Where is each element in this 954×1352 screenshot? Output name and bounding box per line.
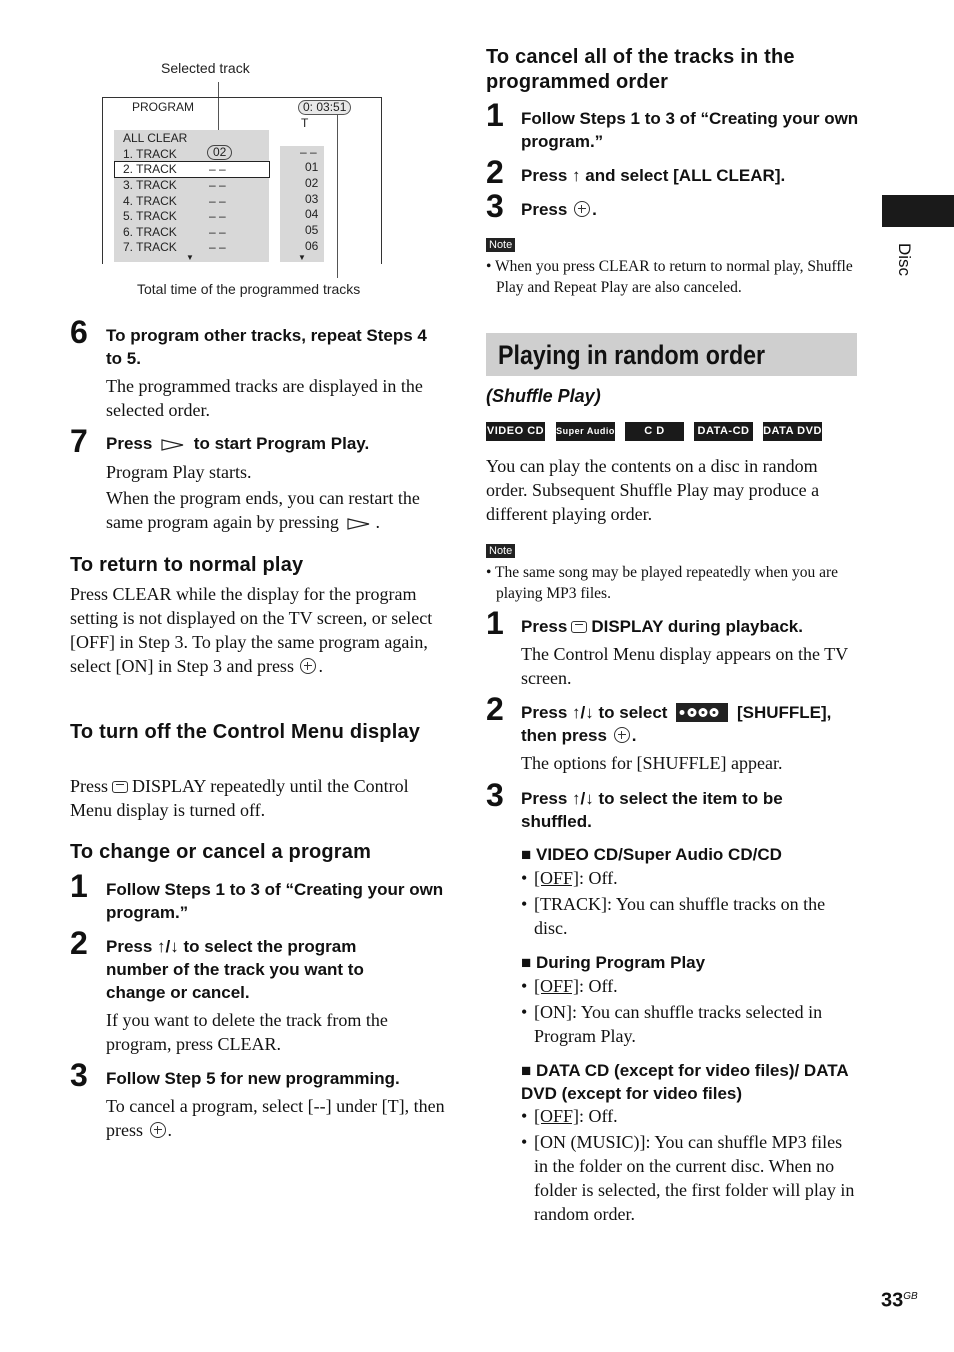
- scroll-down-arrow: ▼: [186, 253, 194, 262]
- option-item: [TRACK]: You can shuffle tracks on the disc.: [534, 894, 826, 938]
- step-body: The Control Menu display appears on the TV screen.: [521, 644, 848, 688]
- step-number: 7: [70, 423, 88, 459]
- data-dvd-badge: DATA DVD: [763, 422, 822, 441]
- page-number: [881, 1284, 918, 1314]
- bullet-marker: •: [521, 1002, 528, 1022]
- step-body-part: .: [167, 1120, 172, 1140]
- video-cd-badge: VIDEO CD: [486, 422, 545, 441]
- section-body-part: .: [318, 656, 323, 676]
- list-value: – –: [209, 240, 226, 254]
- option-desc: : Off.: [579, 1106, 618, 1126]
- t-value: – –: [300, 145, 317, 159]
- t-value: 03: [305, 192, 319, 206]
- step-heading-part: .: [592, 200, 597, 219]
- enter-button-icon: [150, 1122, 166, 1138]
- t-value: 04: [305, 207, 319, 221]
- cd-badge: C D: [625, 422, 684, 441]
- step-body: The options for [SHUFFLE] appear.: [521, 753, 783, 773]
- list-item: 4. TRACK: [123, 194, 177, 208]
- step-heading: [521, 198, 861, 221]
- step-heading-part: Press: [521, 200, 568, 219]
- t-value: 06: [305, 239, 319, 253]
- shuffle-icon: [676, 703, 728, 722]
- program-label: PROGRAM: [132, 100, 195, 114]
- play-icon: [347, 518, 371, 530]
- step-heading-part: Press: [521, 617, 568, 636]
- banner-subtitle: (Shuffle Play): [486, 386, 601, 406]
- step-heading: Follow Step 5 for new programming.: [106, 1069, 400, 1088]
- bullet-marker: •: [521, 1132, 528, 1152]
- step-number: 1: [486, 605, 504, 641]
- list-value: – –: [209, 194, 226, 208]
- bullet-marker: •: [521, 976, 528, 996]
- page-number-suffix: GB: [903, 1291, 918, 1302]
- step-heading: Press ↑ and select [ALL CLEAR].: [521, 166, 786, 185]
- list-item: 6. TRACK: [123, 225, 177, 239]
- step-number: 2: [486, 691, 504, 727]
- list-value: – –: [209, 178, 226, 192]
- list-item: 5. TRACK: [123, 209, 177, 223]
- section-body: [70, 774, 445, 822]
- step-number: 1: [70, 868, 88, 904]
- list-item: 1. TRACK: [123, 147, 177, 161]
- note-text: • When you press CLEAR to return to normal play, Shuffle Play and Repeat Play are also canceled.: [486, 258, 853, 296]
- t-value: 02: [305, 176, 319, 190]
- scroll-down-arrow: ▼: [298, 253, 306, 262]
- section-body-part: Press: [70, 776, 109, 796]
- list-value: – –: [209, 162, 226, 176]
- step-heading-part: .: [631, 726, 637, 745]
- step-number: 3: [70, 1057, 88, 1093]
- t-value: 01: [305, 160, 319, 174]
- option-group-title: ■ VIDEO CD/Super Audio CD/CD: [521, 845, 782, 864]
- step-body: [106, 1094, 446, 1142]
- total-time-leader: [337, 115, 338, 278]
- list-item: 3. TRACK: [123, 178, 177, 192]
- step-heading: Press ↑/↓ to select the item to be shuffled.: [521, 789, 783, 831]
- section-heading: To turn off the Control Menu display: [70, 721, 421, 743]
- step-number: 1: [486, 97, 504, 133]
- time-readout: 0: 03:51: [298, 100, 351, 115]
- list-item: ALL CLEAR: [123, 131, 188, 145]
- option-default: [OFF]: [534, 1106, 580, 1126]
- enter-button-icon: [574, 201, 590, 217]
- option-group-title: ■ DATA CD (except for video files)/ DATA DVD (except for video files): [521, 1061, 848, 1103]
- list-value: – –: [209, 209, 226, 223]
- page-number-value: 33: [881, 1289, 904, 1312]
- step-heading-part: Press ↑/↓ to select: [521, 703, 668, 722]
- chapter-tab-marker: [882, 195, 954, 227]
- option-item: [ON (MUSIC)]: You can shuffle MP3 files in the folder on the current disc. When no folder is selected, the first folder will play in random order.: [534, 1132, 855, 1224]
- section-body-part: DISPLAY repeatedly until the Control Menu display is turned off.: [70, 776, 409, 820]
- step-body-part: To cancel a program, select [--] under [T], then press: [106, 1096, 445, 1140]
- display-button-icon: [112, 781, 128, 793]
- option-default: [OFF]: [534, 976, 580, 996]
- step-heading-part: to start Program Play.: [193, 434, 370, 453]
- play-icon: [161, 439, 185, 451]
- note-tag: Note: [486, 544, 515, 558]
- bullet-marker: •: [521, 868, 528, 888]
- t-value: 05: [305, 223, 319, 237]
- note-tag: Note: [486, 238, 515, 252]
- super-audio-cd-badge: Super Audio CD: [556, 422, 615, 441]
- step-body: Program Play starts.: [106, 462, 252, 482]
- step-heading: [521, 701, 861, 747]
- chapter-tab-label: Disc: [895, 243, 914, 277]
- section-heading: To change or cancel a program: [70, 841, 372, 863]
- step-body: The programmed tracks are displayed in the selected order.: [106, 376, 423, 420]
- step-number: 2: [486, 154, 504, 190]
- section-heading: To cancel all of the tracks in the programmed order: [486, 46, 795, 93]
- step-body-part: .: [375, 512, 380, 532]
- enter-button-icon: [614, 727, 630, 743]
- step-body: If you want to delete the track from the program, press CLEAR.: [106, 1010, 388, 1054]
- option-item: [534, 974, 856, 998]
- step-heading: To program other tracks, repeat Steps 4 to 5.: [106, 326, 427, 368]
- option-desc: : Off.: [579, 868, 618, 888]
- banner-title: Playing in random order: [498, 340, 766, 370]
- bullet-marker: •: [521, 894, 528, 914]
- list-item: 7. TRACK: [123, 240, 177, 254]
- step-number: 3: [486, 188, 504, 224]
- bullet-marker: •: [521, 1106, 528, 1126]
- step-number: 2: [70, 925, 88, 961]
- display-button-icon: [571, 621, 587, 633]
- list-item: 2. TRACK: [123, 162, 177, 176]
- step-heading: [521, 615, 861, 638]
- step-number: 3: [486, 777, 504, 813]
- option-default: [OFF]: [534, 868, 580, 888]
- enter-button-icon: [300, 658, 316, 674]
- step-number: 6: [70, 314, 88, 350]
- step-heading-part: Press: [106, 434, 153, 453]
- step-heading: Follow Steps 1 to 3 of “Creating your own program.”: [521, 109, 859, 151]
- option-item: [534, 1104, 856, 1128]
- data-cd-badge: DATA-CD: [694, 422, 753, 441]
- intro-text: You can play the contents on a disc in random order. Subsequent Shuffle Play may produce a different playing order.: [486, 456, 820, 524]
- section-body: [70, 582, 445, 678]
- section-heading: To return to normal play: [70, 554, 304, 576]
- option-group-title: ■ During Program Play: [521, 953, 706, 972]
- option-desc: : Off.: [579, 976, 618, 996]
- list-value: 02: [207, 145, 232, 160]
- t-label: T: [301, 116, 309, 130]
- step-heading-part: [SHUFFLE],: [736, 703, 832, 722]
- step-body-part: When the program ends, you can restart the same program again by pressing: [106, 488, 420, 532]
- selected-track-label: Selected track: [161, 60, 250, 76]
- step-heading: Press ↑/↓ to select the program number of the track you want to change or cancel.: [106, 937, 364, 1002]
- note-text: • The same song may be played repeatedly when you are playing MP3 files.: [486, 564, 839, 602]
- step-heading-part: then press: [521, 726, 607, 745]
- section-body-part: Press CLEAR while the display for the program setting is not displayed on the TV screen, or select [OFF] in Step 3. To play the same program again, select [ON] in Step 3 and press: [70, 584, 433, 676]
- step-heading: [106, 432, 446, 455]
- option-item: [ON]: You can shuffle tracks selected in Program Play.: [534, 1002, 823, 1046]
- list-value: – –: [209, 225, 226, 239]
- option-item: [534, 866, 856, 890]
- step-heading: Follow Steps 1 to 3 of “Creating your own program.”: [106, 880, 444, 922]
- step-heading-part: DISPLAY during playback.: [591, 617, 803, 636]
- total-time-label: Total time of the programmed tracks: [137, 281, 361, 297]
- step-body: [106, 486, 446, 534]
